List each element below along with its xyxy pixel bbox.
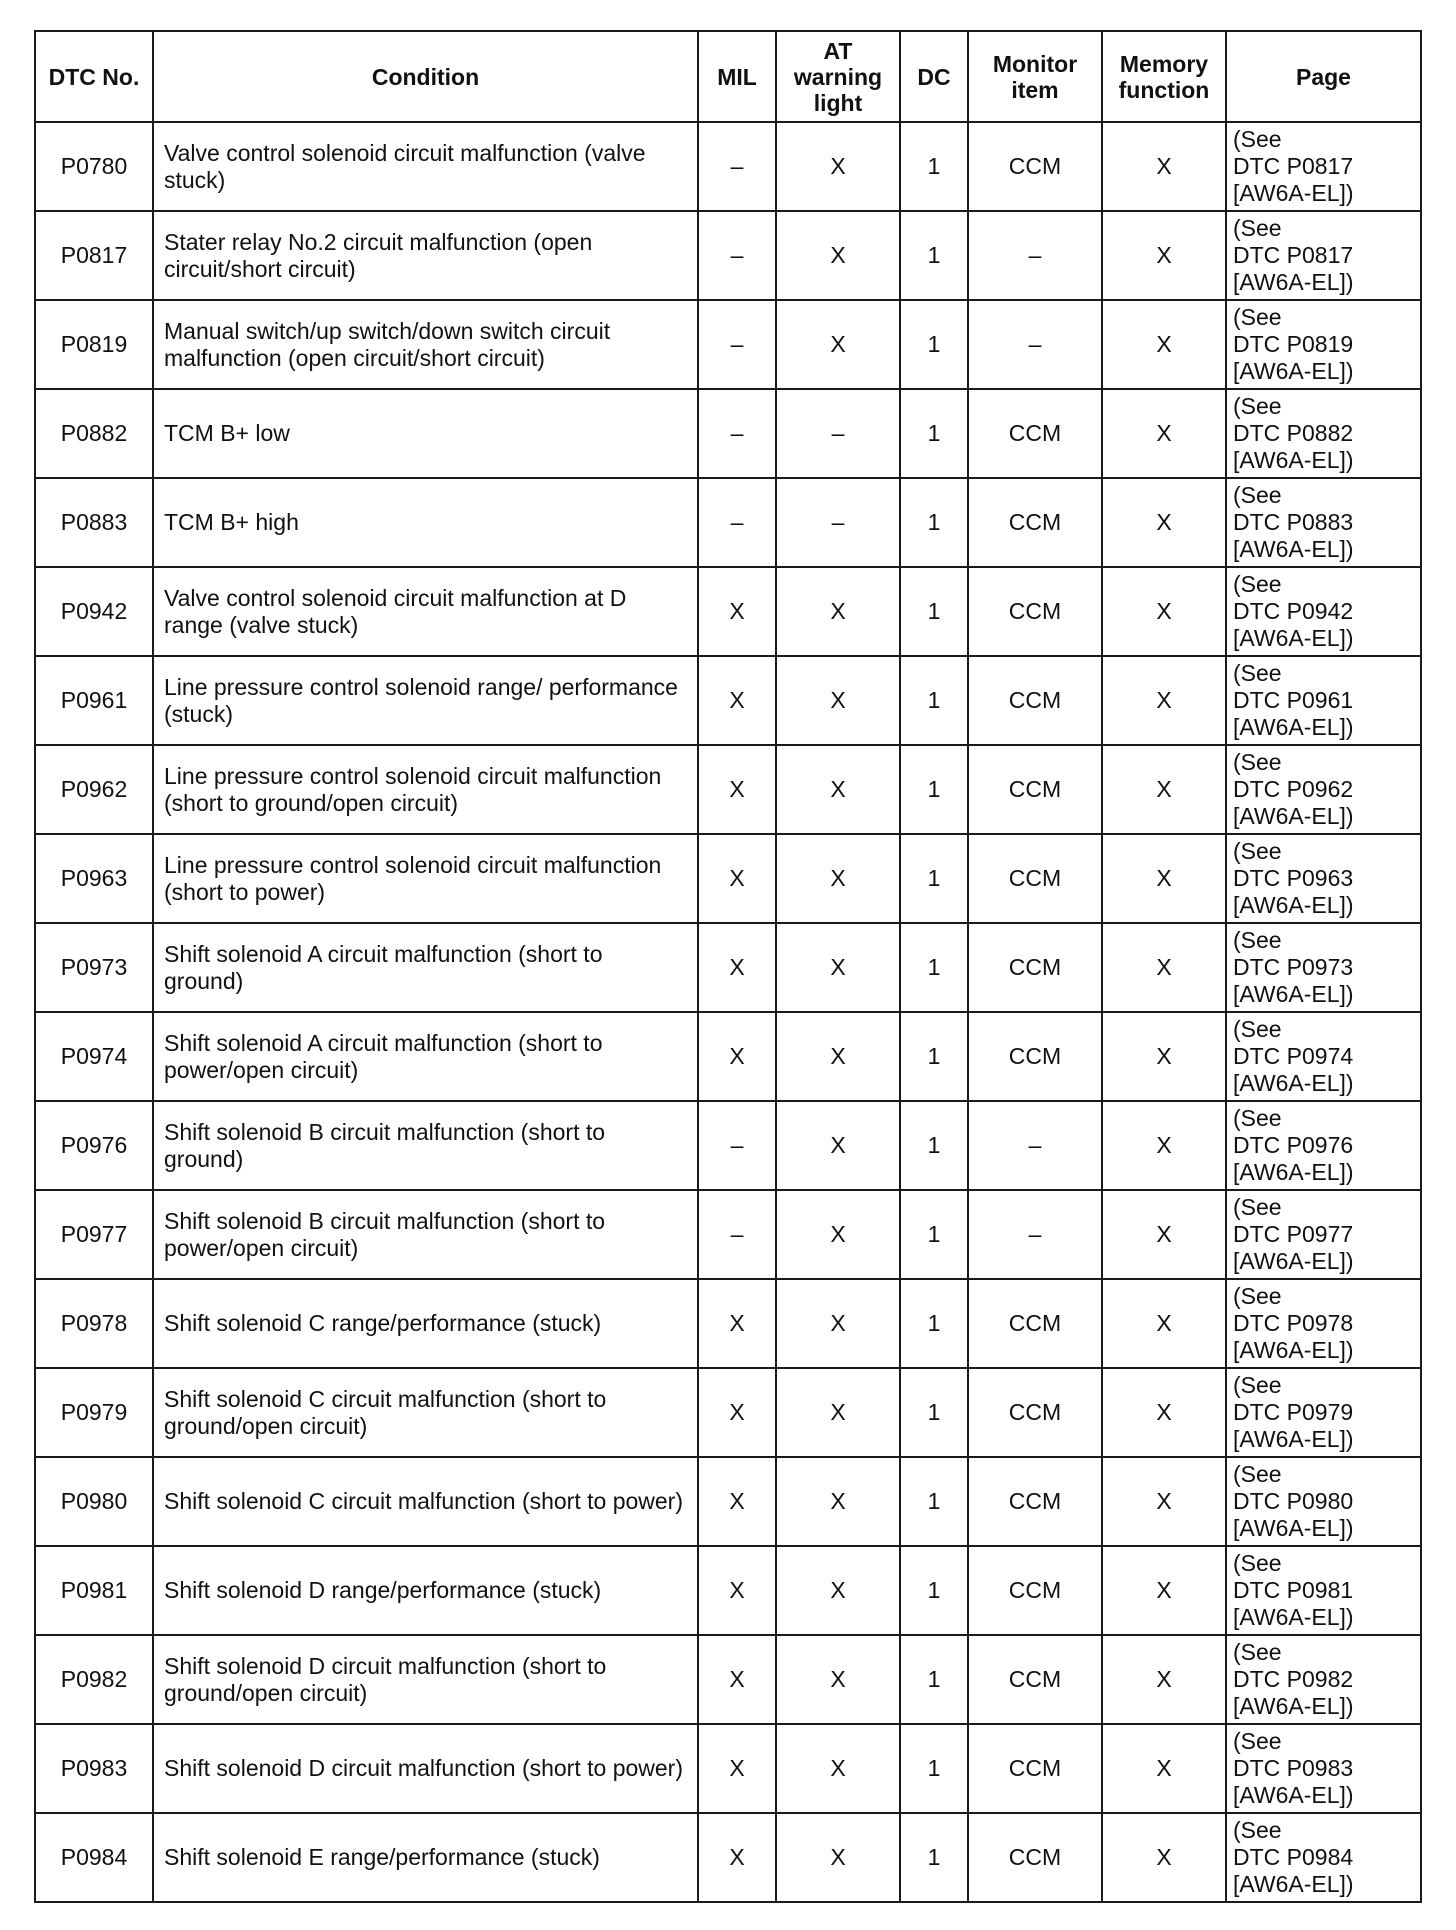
page-reference-line: [AW6A-EL]) — [1233, 1871, 1354, 1897]
at-warning-value: – — [776, 478, 900, 567]
page-reference-line: DTC P0973 — [1233, 954, 1354, 980]
page-reference-line: DTC P0983 — [1233, 1755, 1354, 1781]
page-reference-line: (See — [1233, 215, 1282, 241]
page-reference — [1226, 211, 1421, 300]
header-dc: DC — [900, 31, 968, 122]
mil-value: – — [698, 1190, 776, 1279]
table-row — [35, 1724, 1421, 1813]
table-row — [35, 1635, 1421, 1724]
monitor-item-value: CCM — [968, 122, 1102, 211]
monitor-item-value: CCM — [968, 1368, 1102, 1457]
at-warning-value: X — [776, 834, 900, 923]
table-row — [35, 478, 1421, 567]
dc-value: 1 — [900, 122, 968, 211]
condition-text: Shift solenoid C circuit malfunction (short to power) — [153, 1457, 698, 1546]
dc-value: 1 — [900, 1546, 968, 1635]
memory-function-value: X — [1102, 1190, 1226, 1279]
memory-function-value: X — [1102, 1279, 1226, 1368]
memory-function-value: X — [1102, 834, 1226, 923]
page-reference-line: DTC P0979 — [1233, 1399, 1354, 1425]
page-reference-line: [AW6A-EL]) — [1233, 803, 1354, 829]
condition-text: Line pressure control solenoid circuit malfunction (short to ground/open circuit) — [153, 745, 698, 834]
page-reference-line: DTC P0962 — [1233, 776, 1354, 802]
page-reference-line: (See — [1233, 1817, 1282, 1843]
page-reference-line: DTC P0974 — [1233, 1043, 1354, 1069]
header-mil: MIL — [698, 31, 776, 122]
table-row — [35, 923, 1421, 1012]
dc-value: 1 — [900, 1279, 968, 1368]
table-row — [35, 1101, 1421, 1190]
page-reference-line: (See — [1233, 571, 1282, 597]
at-warning-value: X — [776, 1190, 900, 1279]
dc-value: 1 — [900, 1101, 968, 1190]
dc-value: 1 — [900, 300, 968, 389]
page-reference-line: DTC P0882 — [1233, 420, 1354, 446]
condition-text: Shift solenoid C range/performance (stuck) — [153, 1279, 698, 1368]
monitor-item-value: CCM — [968, 745, 1102, 834]
dc-value: 1 — [900, 1724, 968, 1813]
mil-value: X — [698, 1012, 776, 1101]
page-reference-line: [AW6A-EL]) — [1233, 981, 1354, 1007]
page-reference-line: [AW6A-EL]) — [1233, 1159, 1354, 1185]
dtc-code: P0984 — [35, 1813, 153, 1902]
dtc-code: P0963 — [35, 834, 153, 923]
memory-function-value: X — [1102, 1457, 1226, 1546]
page-reference-line: DTC P0942 — [1233, 598, 1354, 624]
condition-text: Shift solenoid D range/performance (stuck) — [153, 1546, 698, 1635]
header-condition: Condition — [153, 31, 698, 122]
condition-text: Shift solenoid B circuit malfunction (short to ground) — [153, 1101, 698, 1190]
header-at-warning-light: AT warning light — [776, 31, 900, 122]
mil-value: X — [698, 1813, 776, 1902]
mil-value: X — [698, 1279, 776, 1368]
monitor-item-value: CCM — [968, 478, 1102, 567]
page-reference-line: [AW6A-EL]) — [1233, 1426, 1354, 1452]
dtc-code: P0978 — [35, 1279, 153, 1368]
page-reference-line: [AW6A-EL]) — [1233, 1782, 1354, 1808]
condition-text: Shift solenoid A circuit malfunction (short to power/open circuit) — [153, 1012, 698, 1101]
page-reference-line: (See — [1233, 1639, 1282, 1665]
page-reference-line: DTC P0817 — [1233, 242, 1354, 268]
dtc-table — [34, 30, 1422, 1903]
page-reference — [1226, 1457, 1421, 1546]
mil-value: X — [698, 1724, 776, 1813]
memory-function-value: X — [1102, 745, 1226, 834]
at-warning-value: X — [776, 1813, 900, 1902]
header-row — [35, 31, 1421, 122]
header-memory-function: Memory function — [1102, 31, 1226, 122]
monitor-item-value: CCM — [968, 923, 1102, 1012]
dtc-code: P0819 — [35, 300, 153, 389]
page-reference — [1226, 923, 1421, 1012]
page-reference-line: [AW6A-EL]) — [1233, 358, 1354, 384]
page-reference-line: DTC P0980 — [1233, 1488, 1354, 1514]
dc-value: 1 — [900, 656, 968, 745]
condition-text: Line pressure control solenoid range/ performance (stuck) — [153, 656, 698, 745]
page-reference-line: [AW6A-EL]) — [1233, 1515, 1354, 1541]
at-warning-value: X — [776, 1101, 900, 1190]
table-row — [35, 389, 1421, 478]
page-reference — [1226, 1368, 1421, 1457]
table-row — [35, 1457, 1421, 1546]
dc-value: 1 — [900, 923, 968, 1012]
mil-value: – — [698, 122, 776, 211]
mil-value: X — [698, 1635, 776, 1724]
monitor-item-value: CCM — [968, 567, 1102, 656]
page-reference — [1226, 478, 1421, 567]
page-reference — [1226, 1012, 1421, 1101]
page-reference-line: DTC P0963 — [1233, 865, 1354, 891]
page-reference-line: [AW6A-EL]) — [1233, 536, 1354, 562]
table-row — [35, 211, 1421, 300]
mil-value: X — [698, 1546, 776, 1635]
dc-value: 1 — [900, 1635, 968, 1724]
condition-text: Valve control solenoid circuit malfunction at D range (valve stuck) — [153, 567, 698, 656]
dtc-code: P0979 — [35, 1368, 153, 1457]
condition-text: Stater relay No.2 circuit malfunction (open circuit/short circuit) — [153, 211, 698, 300]
page-reference-line: (See — [1233, 1194, 1282, 1220]
table-row — [35, 1190, 1421, 1279]
page-reference-line: DTC P0961 — [1233, 687, 1354, 713]
page-reference-line: [AW6A-EL]) — [1233, 1604, 1354, 1630]
page-reference-line: [AW6A-EL]) — [1233, 180, 1354, 206]
monitor-item-value: – — [968, 300, 1102, 389]
condition-text: Shift solenoid A circuit malfunction (short to ground) — [153, 923, 698, 1012]
dc-value: 1 — [900, 834, 968, 923]
memory-function-value: X — [1102, 1101, 1226, 1190]
table-row — [35, 1813, 1421, 1902]
condition-text: Shift solenoid E range/performance (stuck) — [153, 1813, 698, 1902]
at-warning-value: X — [776, 1724, 900, 1813]
mil-value: – — [698, 478, 776, 567]
page-reference-line: [AW6A-EL]) — [1233, 447, 1354, 473]
page-reference-line: (See — [1233, 1105, 1282, 1131]
dc-value: 1 — [900, 1368, 968, 1457]
page-reference-line: (See — [1233, 927, 1282, 953]
mil-value: X — [698, 1457, 776, 1546]
table-row — [35, 745, 1421, 834]
page-reference-line: DTC P0982 — [1233, 1666, 1354, 1692]
dtc-code: P0780 — [35, 122, 153, 211]
memory-function-value: X — [1102, 122, 1226, 211]
at-warning-value: X — [776, 300, 900, 389]
page-reference-line: (See — [1233, 482, 1282, 508]
table-row — [35, 1368, 1421, 1457]
at-warning-value: X — [776, 1457, 900, 1546]
at-warning-value: X — [776, 211, 900, 300]
dtc-code: P0983 — [35, 1724, 153, 1813]
page-reference-line: [AW6A-EL]) — [1233, 714, 1354, 740]
monitor-item-value: CCM — [968, 656, 1102, 745]
table-row — [35, 300, 1421, 389]
page-reference — [1226, 1813, 1421, 1902]
page-reference-line: [AW6A-EL]) — [1233, 1248, 1354, 1274]
dtc-code: P0817 — [35, 211, 153, 300]
monitor-item-value: CCM — [968, 1546, 1102, 1635]
mil-value: X — [698, 1368, 776, 1457]
table-row — [35, 122, 1421, 211]
page-reference-line: (See — [1233, 126, 1282, 152]
at-warning-value: X — [776, 1546, 900, 1635]
condition-text: Shift solenoid D circuit malfunction (short to power) — [153, 1724, 698, 1813]
memory-function-value: X — [1102, 1635, 1226, 1724]
dtc-code: P0882 — [35, 389, 153, 478]
memory-function-value: X — [1102, 1813, 1226, 1902]
dtc-code: P0973 — [35, 923, 153, 1012]
page-reference — [1226, 1101, 1421, 1190]
dc-value: 1 — [900, 745, 968, 834]
dc-value: 1 — [900, 478, 968, 567]
monitor-item-value: CCM — [968, 834, 1102, 923]
header-dtc-no: DTC No. — [35, 31, 153, 122]
dtc-code: P0961 — [35, 656, 153, 745]
page-reference — [1226, 1724, 1421, 1813]
mil-value: – — [698, 389, 776, 478]
memory-function-value: X — [1102, 567, 1226, 656]
at-warning-value: X — [776, 1012, 900, 1101]
dc-value: 1 — [900, 1190, 968, 1279]
dtc-code: P0977 — [35, 1190, 153, 1279]
dtc-code: P0942 — [35, 567, 153, 656]
dtc-code: P0883 — [35, 478, 153, 567]
header-page: Page — [1226, 31, 1421, 122]
page-reference-line: DTC P0977 — [1233, 1221, 1354, 1247]
dc-value: 1 — [900, 211, 968, 300]
at-warning-value: X — [776, 923, 900, 1012]
page-reference-line: DTC P0819 — [1233, 331, 1354, 357]
table-row — [35, 656, 1421, 745]
mil-value: X — [698, 834, 776, 923]
page-reference-line: (See — [1233, 749, 1282, 775]
condition-text: Manual switch/up switch/down switch circuit malfunction (open circuit/short circuit) — [153, 300, 698, 389]
dtc-code: P0974 — [35, 1012, 153, 1101]
at-warning-value: X — [776, 745, 900, 834]
page-reference — [1226, 567, 1421, 656]
page-reference-line: DTC P0976 — [1233, 1132, 1354, 1158]
page-reference-line: (See — [1233, 1461, 1282, 1487]
memory-function-value: X — [1102, 1368, 1226, 1457]
page-reference-line: (See — [1233, 660, 1282, 686]
dc-value: 1 — [900, 1012, 968, 1101]
page-reference — [1226, 389, 1421, 478]
page-reference — [1226, 656, 1421, 745]
memory-function-value: X — [1102, 389, 1226, 478]
table-row — [35, 1279, 1421, 1368]
memory-function-value: X — [1102, 923, 1226, 1012]
header-monitor-item: Monitor item — [968, 31, 1102, 122]
at-warning-value: X — [776, 122, 900, 211]
mil-value: X — [698, 656, 776, 745]
monitor-item-value: – — [968, 1101, 1102, 1190]
table-body — [35, 122, 1421, 1902]
condition-text: TCM B+ low — [153, 389, 698, 478]
page-reference-line: (See — [1233, 1550, 1282, 1576]
table-row — [35, 1546, 1421, 1635]
memory-function-value: X — [1102, 300, 1226, 389]
condition-text: Shift solenoid C circuit malfunction (short to ground/open circuit) — [153, 1368, 698, 1457]
page-reference-line: DTC P0981 — [1233, 1577, 1354, 1603]
page-reference — [1226, 834, 1421, 923]
at-warning-value: X — [776, 656, 900, 745]
dc-value: 1 — [900, 389, 968, 478]
dc-value: 1 — [900, 1457, 968, 1546]
at-warning-value: X — [776, 1368, 900, 1457]
at-warning-value: – — [776, 389, 900, 478]
dtc-code: P0982 — [35, 1635, 153, 1724]
dtc-code: P0980 — [35, 1457, 153, 1546]
monitor-item-value: CCM — [968, 389, 1102, 478]
page-reference-line: [AW6A-EL]) — [1233, 1337, 1354, 1363]
at-warning-value: X — [776, 567, 900, 656]
page-reference — [1226, 1279, 1421, 1368]
page-reference — [1226, 745, 1421, 834]
condition-text: Line pressure control solenoid circuit malfunction (short to power) — [153, 834, 698, 923]
table-row — [35, 567, 1421, 656]
page-reference-line: (See — [1233, 1283, 1282, 1309]
condition-text: Shift solenoid B circuit malfunction (short to power/open circuit) — [153, 1190, 698, 1279]
page-reference-line: DTC P0817 — [1233, 153, 1354, 179]
page-reference-line: DTC P0883 — [1233, 509, 1354, 535]
condition-text: Shift solenoid D circuit malfunction (short to ground/open circuit) — [153, 1635, 698, 1724]
page-reference — [1226, 1190, 1421, 1279]
page-reference-line: [AW6A-EL]) — [1233, 1693, 1354, 1719]
condition-text: TCM B+ high — [153, 478, 698, 567]
page-reference — [1226, 122, 1421, 211]
page-reference — [1226, 300, 1421, 389]
mil-value: – — [698, 211, 776, 300]
page-reference-line: (See — [1233, 304, 1282, 330]
page-reference-line: (See — [1233, 1016, 1282, 1042]
condition-text: Valve control solenoid circuit malfunction (valve stuck) — [153, 122, 698, 211]
mil-value: X — [698, 923, 776, 1012]
dc-value: 1 — [900, 567, 968, 656]
monitor-item-value: CCM — [968, 1012, 1102, 1101]
monitor-item-value: CCM — [968, 1813, 1102, 1902]
page-reference-line: [AW6A-EL]) — [1233, 892, 1354, 918]
at-warning-value: X — [776, 1279, 900, 1368]
page-reference-line: [AW6A-EL]) — [1233, 1070, 1354, 1096]
page-reference-line: DTC P0984 — [1233, 1844, 1354, 1870]
monitor-item-value: – — [968, 211, 1102, 300]
memory-function-value: X — [1102, 656, 1226, 745]
dtc-code: P0962 — [35, 745, 153, 834]
monitor-item-value: CCM — [968, 1635, 1102, 1724]
dtc-code: P0976 — [35, 1101, 153, 1190]
monitor-item-value: CCM — [968, 1279, 1102, 1368]
page-reference — [1226, 1635, 1421, 1724]
table-row — [35, 834, 1421, 923]
monitor-item-value: CCM — [968, 1724, 1102, 1813]
monitor-item-value: – — [968, 1190, 1102, 1279]
page-reference-line: (See — [1233, 393, 1282, 419]
page-reference-line: (See — [1233, 1728, 1282, 1754]
memory-function-value: X — [1102, 1724, 1226, 1813]
memory-function-value: X — [1102, 1012, 1226, 1101]
mil-value: – — [698, 1101, 776, 1190]
table-row — [35, 1012, 1421, 1101]
page-reference-line: [AW6A-EL]) — [1233, 625, 1354, 651]
page-reference — [1226, 1546, 1421, 1635]
at-warning-value: X — [776, 1635, 900, 1724]
dc-value: 1 — [900, 1813, 968, 1902]
page-reference-line: (See — [1233, 1372, 1282, 1398]
mil-value: X — [698, 567, 776, 656]
mil-value: – — [698, 300, 776, 389]
monitor-item-value: CCM — [968, 1457, 1102, 1546]
memory-function-value: X — [1102, 1546, 1226, 1635]
mil-value: X — [698, 745, 776, 834]
memory-function-value: X — [1102, 478, 1226, 567]
dtc-code: P0981 — [35, 1546, 153, 1635]
page-reference-line: DTC P0978 — [1233, 1310, 1354, 1336]
memory-function-value: X — [1102, 211, 1226, 300]
page-reference-line: (See — [1233, 838, 1282, 864]
page-reference-line: [AW6A-EL]) — [1233, 269, 1354, 295]
